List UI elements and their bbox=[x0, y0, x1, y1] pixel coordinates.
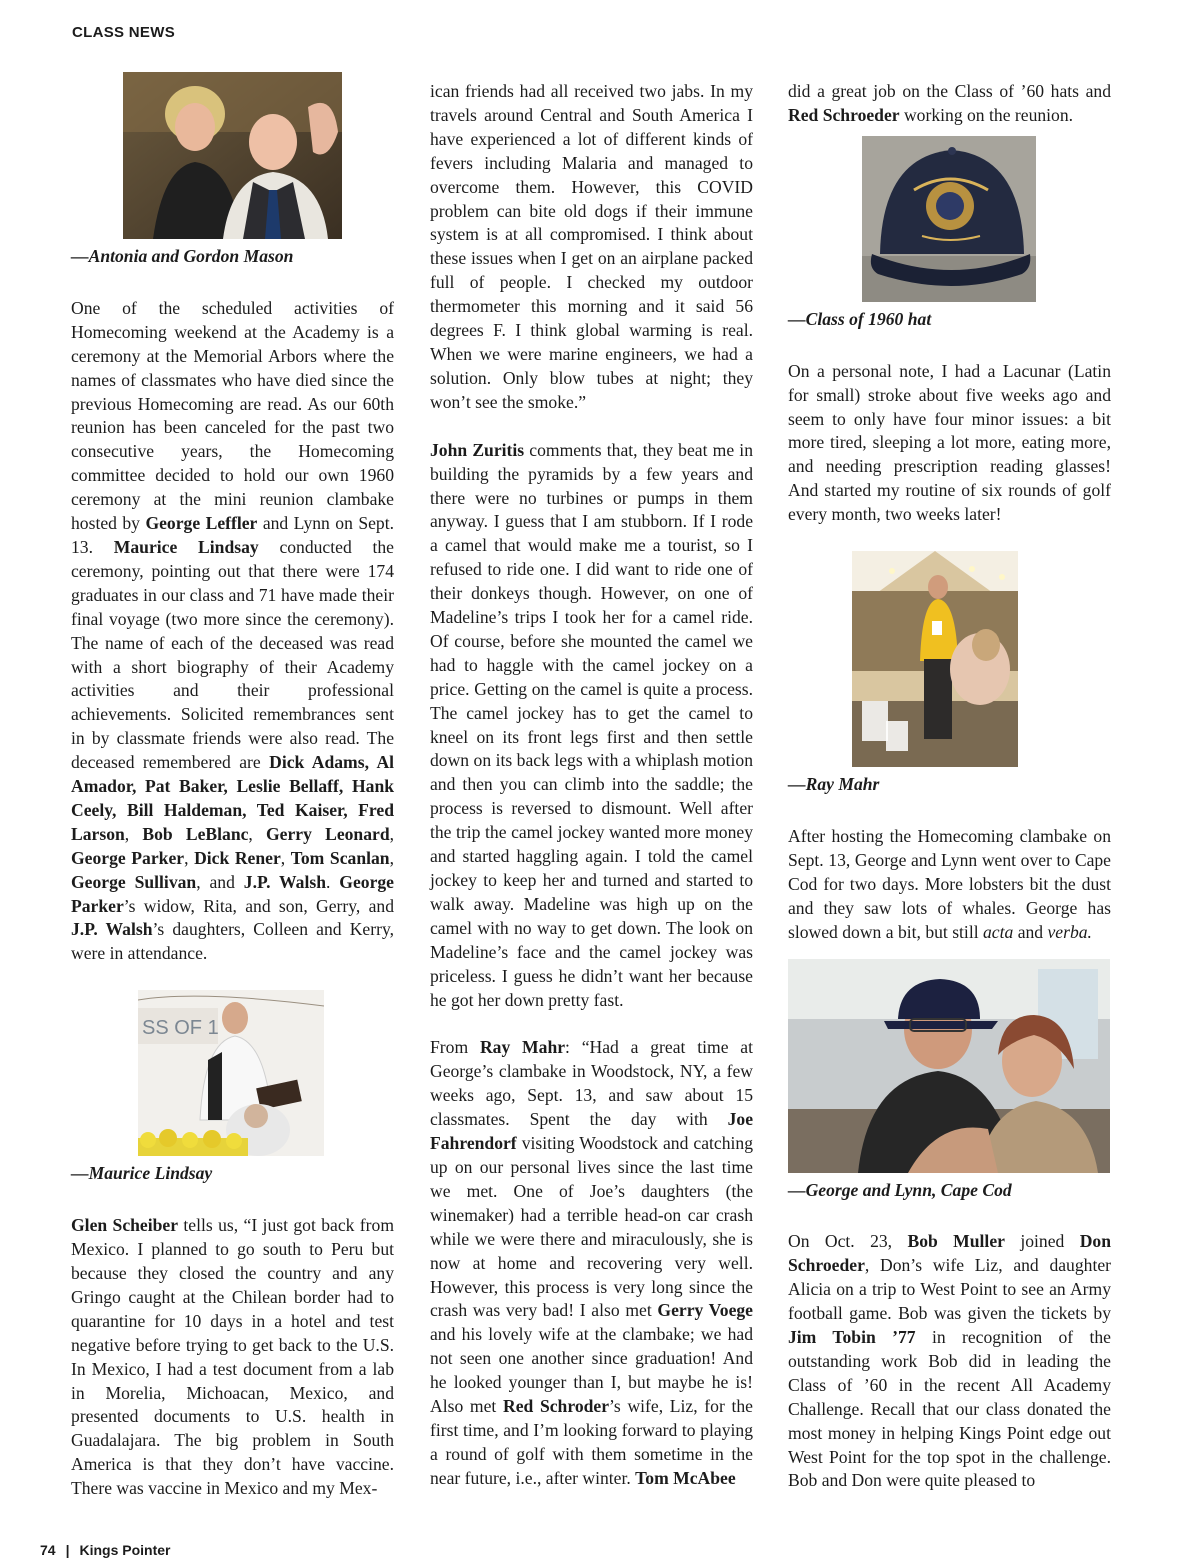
person-name: Pat Baker bbox=[145, 776, 224, 797]
photo-class-of-1960-hat bbox=[862, 136, 1036, 302]
column-1 bbox=[71, 72, 394, 1525]
person-name: Jim Tobin ’77 bbox=[788, 1327, 916, 1348]
photo-ray-mahr bbox=[852, 551, 1018, 767]
photo-caption: —Maurice Lindsay bbox=[71, 1163, 213, 1184]
person-name: George Sullivan bbox=[71, 871, 197, 892]
article-paragraph-john-zuritis: John Zuritis comments that, they beat me in building the pyramids by a few years and there were no turbines or pumps in them anyway. I guess that I am stubborn. If I rode a camel that would make me a tourist, so I refused to ride one. I did want to ride one of their donkeys though. However, on one of Madeline’s trips I took her for a camel ride. Of course, before she mounted the camel we had to haggle with the camel jockey on a price. Getting on the camel is quite a process. The camel jockey has to get the camel to kneel on its front legs first and then settle down on its back legs with a whiplash motion and then you can climb into the saddle; the process is reversed to dismount. Well after the trip the camel jockey wanted more money and started haggling again. I told the camel jockey to keep her and turned and started to walk away. Madeline was high up on the camel with no way to get down. The look on Madeline’s face and the camel jockey was priceless. I guess he didn’t want her because he got her down pretty fast. bbox=[430, 439, 753, 1010]
person-name: Gerry Leonard bbox=[266, 823, 390, 844]
person-name: Fred Larson bbox=[71, 799, 394, 844]
column-2 bbox=[430, 80, 753, 1515]
section-heading: CLASS NEWS bbox=[72, 24, 176, 41]
article-paragraph-ray-mahr: From Ray Mahr: “Had a great time at George’s clambake in Woodstock, NY, a few weeks ago, Sept. 13, and saw about 15 classmates. Spent the day with Joe Fahrendorf visiting Woodstock and catching up on our personal lives since the last time we met. One of Joe’s daughters (the winemaker) had a terrible head-on car crash while we were there and miraculously, she is now at home and recovering very well. However, this process is very long since the crash was very bad! I also met Gerry Voege and his lovely wife at the clambake; we had not seen one another since graduation! And he looked younger than I, but maybe he is! Also met Red Schroder’s wife, Liz, for the first time, and I’m looking forward to playing a round of golf with them sometime in the near future, i.e., after winter. Tom McAbee bbox=[430, 1037, 753, 1488]
person-name: Joe Fahrendorf bbox=[430, 1109, 753, 1154]
photo-caption: —George and Lynn, Cape Cod bbox=[788, 1179, 1012, 1200]
person-name: Bob LeBlanc bbox=[142, 823, 249, 844]
person-name: Don Schroeder bbox=[788, 1231, 1111, 1276]
person-name: Bill Haldeman bbox=[126, 799, 243, 820]
person-name: Glen Scheiber bbox=[71, 1215, 179, 1236]
column-3 bbox=[788, 80, 1111, 1517]
person-name: J.P. Walsh bbox=[243, 871, 326, 892]
article-paragraph-bob-muller: On Oct. 23, Bob Muller joined Don Schroeder, Don’s wife Liz, and daughter Alicia on a trip to West Point to see an Army football game. Bob was given the tickets by Jim Tobin ’77 in recognition of the outstanding work Bob did in leading the Class of ’60 in the recent All Academy Challenge. Recall that our class donated the most money in helping Kings Point edge out West Point for the top spot in the challenge. Bob and Don were quite pleased to bbox=[788, 1231, 1111, 1491]
person-name: Al Amador bbox=[71, 752, 395, 797]
person-name: Hank Ceely bbox=[71, 776, 395, 820]
person-name: George Parker bbox=[71, 871, 394, 916]
person-name: George Leffler bbox=[145, 513, 258, 534]
banner-text: SS OF 1 bbox=[142, 1017, 219, 1040]
person-name: Ted Kaiser bbox=[256, 799, 344, 820]
article-paragraph-homecoming: One of the scheduled activities of Homecoming weekend at the Academy is a ceremony at the Memorial Arbors where the names of classmates who have died since the previous Homecoming are read. As our 60th reunion has been canceled for the past two consecutive years, the Homecoming committee decided to hold our own 1960 ceremony at the mini reunion clambake hosted by George Leffler and Lynn on Sept. 13. Maurice Lindsay conducted the ceremony, pointing out that there were 174 graduates in our class and 71 have made their final voyage (two more since the ceremony). The name of each of the deceased was read with a short biography of their Academy activities and their professional achievements. Solicited remembrances sent in by classmate friends were also read. The deceased remembered are Dick Adams, Al Amador, Pat Baker, Leslie Bellaff, Hank Ceely, Bill Haldeman, Ted Kaiser, Fred Larson, Bob LeBlanc, Gerry Leonard, George Parker, Dick Rener, Tom Scanlan, George Sullivan, and J.P. Walsh. George Parker’s widow, Rita, and son, Gerry, and J.P. Walsh’s daughters, Colleen and Kerry, were in attendance. bbox=[71, 297, 395, 964]
person-name: Ray Mahr bbox=[479, 1037, 566, 1058]
article-paragraph-continued: ican friends had all received two jabs. In my travels around Central and South America I have experienced a lot of different kinds of fevers including Malaria and managed to overcome them. However, this COVID problem can bite old dogs if their immune system is at all compromised. I think about these issues when I get on an airplane packed full of people. I checked my outdoor thermometer this morning and it said 56 degrees F. I think global warming is real. When we were marine engineers, we had a solution. Only blow tubes at night; they won’t see the smoke.” bbox=[430, 81, 753, 412]
person-name: Red Schroder bbox=[502, 1396, 610, 1417]
footer-separator: | bbox=[65, 1542, 70, 1558]
person-name: Dick Adams bbox=[269, 752, 365, 773]
page-number: 74 bbox=[40, 1542, 56, 1558]
article-paragraph-glen-scheiber: Glen Scheiber tells us, “I just got back from Mexico. I planned to go south to Peru but because they closed the country and any Gringo caught at the Chilean border had to quarantine for 10 days in a hotel and test negative before trying to get back to the U.S. In Mexico, I had a test document from a lab in Morelia, Michoacan, Mexico, and presented documents to U.S. health in Guadalajara. The big problem in South America is that they don’t have vaccine. There was vaccine in Mexico and my Mex- bbox=[71, 1215, 394, 1499]
article-paragraph-cape-cod: After hosting the Homecoming clambake on Sept. 13, George and Lynn went over to Cape Cod for two days. More lobsters bit the dust and they saw lots of whales. George has slowed down a bit, but still acta and verba. bbox=[788, 825, 1111, 942]
article-paragraph-personal-note: On a personal note, I had a Lacunar (Latin for small) stroke about five weeks ago and seem to only have four minor issues: a bit more tired, sleeping a lot more, eating more, and needing prescription reading glasses! And started my routine of six rounds of golf every month, two weeks later! bbox=[788, 360, 1111, 525]
photo-caption: —Class of 1960 hat bbox=[788, 308, 932, 329]
person-name: Tom Scanlan bbox=[290, 847, 390, 868]
photo-maurice-lindsay bbox=[138, 990, 324, 1156]
photo-caption: —Antonia and Gordon Mason bbox=[71, 246, 294, 266]
person-name: J.P. Walsh bbox=[71, 919, 153, 940]
publication-name: Kings Pointer bbox=[79, 1542, 171, 1558]
person-name: Red Schroeder bbox=[788, 104, 900, 125]
person-name: Bob Muller bbox=[907, 1231, 1005, 1252]
person-name: Leslie Bellaff bbox=[236, 776, 339, 797]
person-name: Gerry Voege bbox=[657, 1300, 753, 1321]
article-paragraph-hats: did a great job on the Class of ’60 hats and Red Schroeder working on the reunion. bbox=[788, 81, 1111, 125]
photo-george-and-lynn bbox=[788, 959, 1110, 1173]
person-name: Maurice Lindsay bbox=[113, 536, 259, 557]
person-name: John Zuritis bbox=[430, 439, 525, 460]
person-name: George Parker bbox=[71, 847, 185, 868]
page-footer bbox=[40, 1542, 171, 1558]
person-name: Dick Rener bbox=[194, 847, 281, 868]
person-name: Tom McAbee bbox=[635, 1467, 736, 1488]
photo-caption: —Ray Mahr bbox=[788, 774, 880, 795]
photo-antonia-gordon-mason bbox=[123, 72, 342, 239]
